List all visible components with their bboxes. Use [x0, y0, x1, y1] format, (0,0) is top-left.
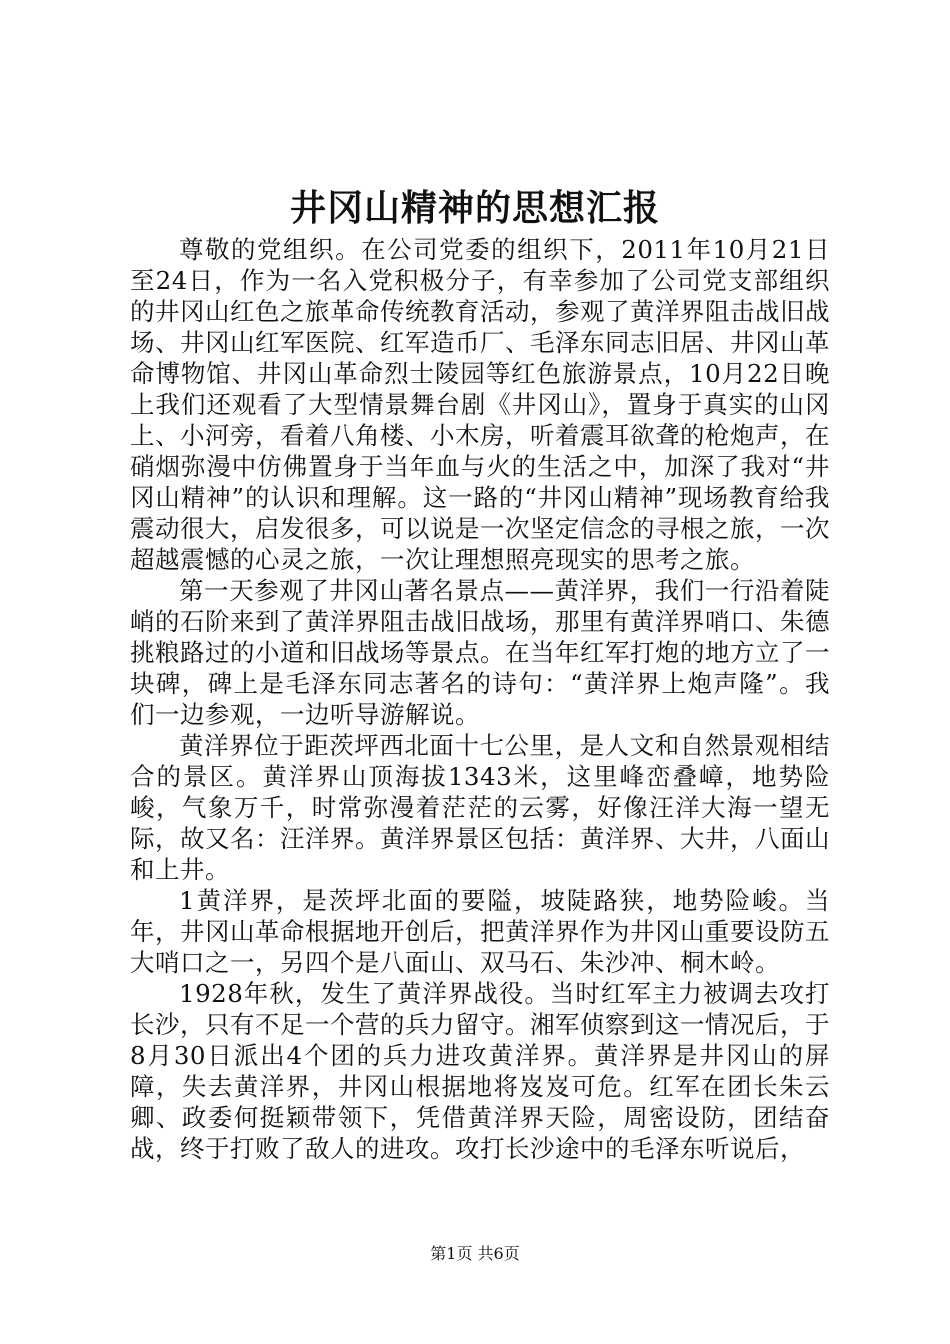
- document-body: [130, 234, 830, 1164]
- paragraph: 第一天参观了井冈山著名景点——黄洋界，我们一行沿着陡峭的石阶来到了黄洋界阻击战旧战场，那里有黄洋界哨口、朱德挑粮路过的小道和旧战场等景点。在当年红军打炮的地方立了一块碑，碑上是毛泽东同志著名的诗句：“黄洋界上炮声隆”。我们一边参观，一边听导游解说。: [130, 576, 830, 729]
- paragraph: 黄洋界位于距茨坪西北面十七公里，是人文和自然景观相结合的景区。黄洋界山顶海拔1343米，这里峰峦叠嶂，地势险峻，气象万千，时常弥漫着茫茫的云雾，好像汪洋大海一望无际，故又名：汪洋界。黄洋界景区包括：黄洋界、大井，八面山和上井。: [130, 731, 830, 884]
- paragraph: 1黄洋界，是茨坪北面的要隘，坡陡路狭，地势险峻。当年，井冈山革命根据地开创后，把黄洋界作为井冈山重要设防五大哨口之一，另四个是八面山、双马石、朱沙冲、桐木岭。: [130, 886, 830, 977]
- document-title: 井冈山精神的思想汇报: [289, 187, 660, 229]
- paragraph: 1928年秋，发生了黄洋界战役。当时红军主力被调去攻打长沙，只有不足一个营的兵力留守。湘军侦察到这一情况后，于8月30日派出4个团的兵力进攻黄洋界。黄洋界是井冈山的屏障，失去黄洋界，井冈山根据地将岌岌可危。红军在团长朱云卿、政委何挺颖带领下，凭借黄洋界天险，周密设防，团结奋战，终于打败了敌人的进攻。攻打长沙途中的毛泽东听说后，: [130, 979, 830, 1163]
- paragraph: 尊敬的党组织。在公司党委的组织下，2011年10月21日至24日，作为一名入党积极分子，有幸参加了公司党支部组织的井冈山红色之旅革命传统教育活动，参观了黄洋界阻击战旧战场、井冈山红军医院、红军造币厂、毛泽东同志旧居、井冈山革命博物馆、井冈山革命烈士陵园等红色旅游景点，10月22日晚上我们还观看了大型情景舞台剧《井冈山》，置身于真实的山冈上、小河旁，看着八角楼、小木房，听着震耳欲聋的枪炮声，在硝烟弥漫中仿佛置身于当年血与火的生活之中，加深了我对“井冈山精神”的认识和理解。这一路的“井冈山精神”现场教育给我震动很大，启发很多，可以说是一次坚定信念的寻根之旅，一次超越震憾的心灵之旅，一次让理想照亮现实的思考之旅。: [130, 235, 830, 574]
- page-number-footer: 第1页 共6页: [430, 1244, 520, 1263]
